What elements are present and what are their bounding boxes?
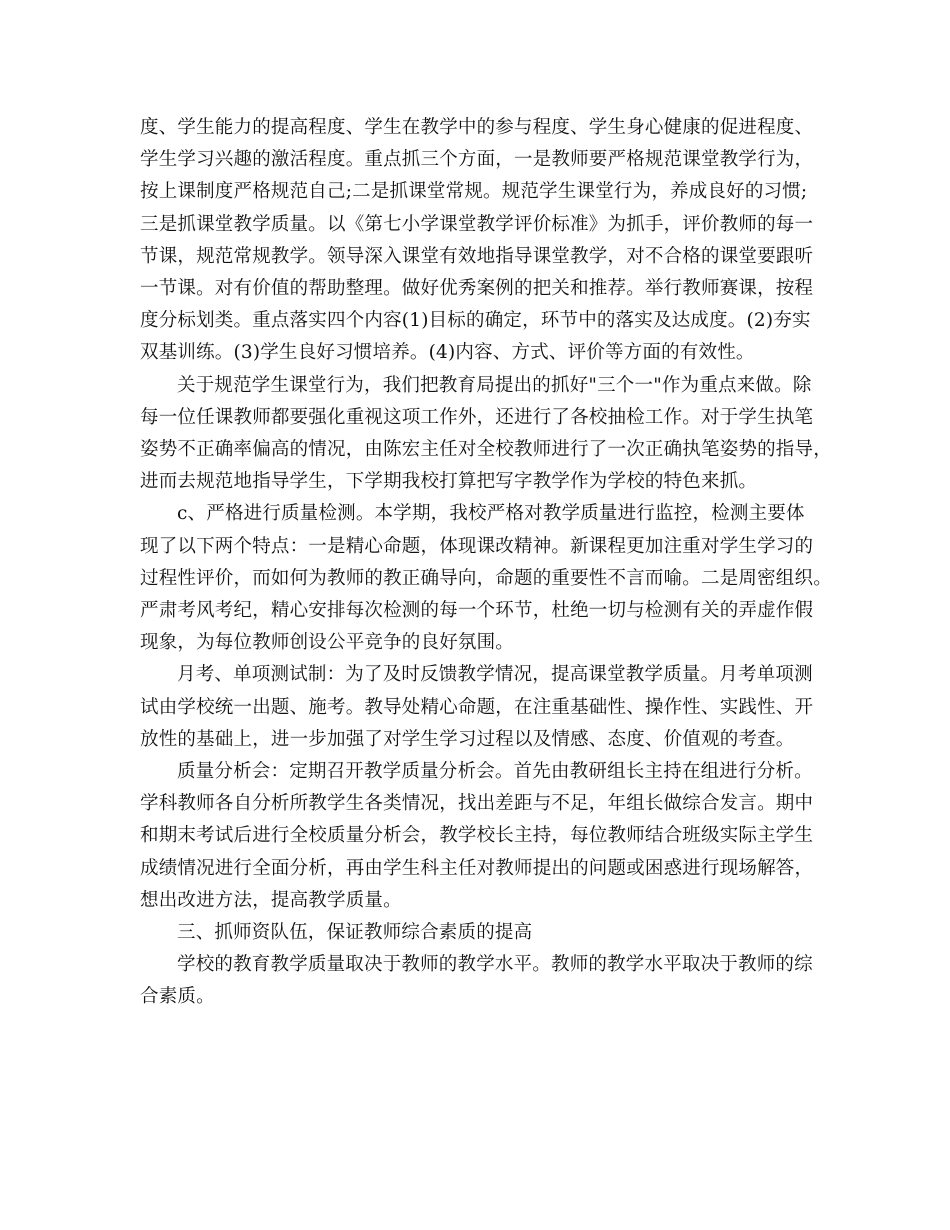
text-line: 按上课制度严格规范自己;二是抓课堂常规。规范学生课堂行为，养成良好的习惯; <box>140 181 808 203</box>
text-line: 想出改进方法，提高教学质量。 <box>140 889 402 911</box>
text-line: 学校的教育教学质量取决于教师的教学水平。教师的教学水平取决于教师的综 <box>177 954 813 976</box>
text-line: 每一位任课教师都要强化重视这项工作外，还进行了各校抽检工作。对于学生执笔 <box>140 406 814 428</box>
section-heading-teacher-team <box>140 917 810 949</box>
text-line: 姿势不正确率偏高的情况，由陈宏主任对全校教师进行了一次正确执笔姿势的指导， <box>140 439 832 461</box>
text-line: 和期末考试后进行全校质量分析会，教学校长主持，每位教师结合班级实际主学生 <box>140 825 814 847</box>
text-line: 双基训练。(3)学生良好习惯培养。(4)内容、方式、评价等方面的有效性。 <box>140 342 755 364</box>
text-line: 放性的基础上，进一步加强了对学生学习过程以及情感、态度、价值观的考查。 <box>140 728 795 750</box>
paragraph-quality-testing <box>140 498 832 659</box>
text-line: 一节课。对有价值的帮助整理。做好优秀案例的把关和推荐。举行教师赛课，按程 <box>140 278 814 300</box>
text-line: 月考、单项测试制：为了及时反馈教学情况，提高课堂教学质量。月考单项测 <box>177 664 813 686</box>
text-line: 学生学习兴趣的激活程度。重点抓三个方面，一是教师要严格规范课堂教学行为， <box>140 149 814 171</box>
document-body <box>140 112 832 1014</box>
paragraph-teaching-evaluation <box>140 112 814 370</box>
paragraph-monthly-tests <box>140 659 814 756</box>
section-heading-text: 三、抓师资队伍，保证教师综合素质的提高 <box>177 922 533 944</box>
paragraph-teacher-quality <box>140 949 813 1013</box>
text-line: 度、学生能力的提高程度、学生在教学中的参与程度、学生身心健康的促进程度、 <box>140 117 814 138</box>
text-line: 试由学校统一出题、施考。教导处精心命题，在注重基础性、操作性、实践性、开 <box>140 696 814 718</box>
text-line: 进而去规范地指导学生，下学期我校打算把写字教学作为学校的特色来抓。 <box>140 471 758 493</box>
text-line: 度分标划类。重点落实四个内容(1)目标的确定，环节中的落实及达成度。(2)夯实 <box>140 310 811 332</box>
text-line: 现象，为每位教师创设公平竞争的良好氛围。 <box>140 632 515 654</box>
text-line: 学科教师各自分析所教学生各类情况，找出差距与不足，年组长做综合发言。期中 <box>140 793 814 815</box>
paragraph-classroom-behavior <box>140 370 832 499</box>
text-line: 成绩情况进行全面分析，再由学生科主任对教师提出的问题或困惑进行现场解答， <box>140 857 814 879</box>
paragraph-quality-analysis <box>140 756 814 917</box>
text-line: 关于规范学生课堂行为，我们把教育局提出的抓好"三个一"作为重点来做。除 <box>177 374 812 396</box>
text-line: 合素质。 <box>140 986 215 1008</box>
text-line: 过程性评价，而如何为教师的教正确导向，命题的重要性不言而喻。二是周密组织。 <box>140 567 832 589</box>
text-line: 严肃考风考纪，精心安排每次检测的每一个环节，杜绝一切与检测有关的弄虚作假 <box>140 600 814 622</box>
text-line: c、严格进行质量检测。本学期，我校严格对教学质量进行监控，检测主要体 <box>177 503 805 525</box>
text-line: 现了以下两个特点：一是精心命题，体现课改精神。新课程更加注重对学生学习的 <box>140 535 814 557</box>
text-line: 节课，规范常规教学。领导深入课堂有效地指导课堂教学，对不合格的课堂要跟听 <box>140 245 814 267</box>
text-line: 质量分析会：定期召开教学质量分析会。首先由教研组长主持在组进行分析。 <box>177 761 813 783</box>
text-line: 三是抓课堂教学质量。以《第七小学课堂教学评价标准》为抓手，评价教师的每一 <box>140 213 814 235</box>
